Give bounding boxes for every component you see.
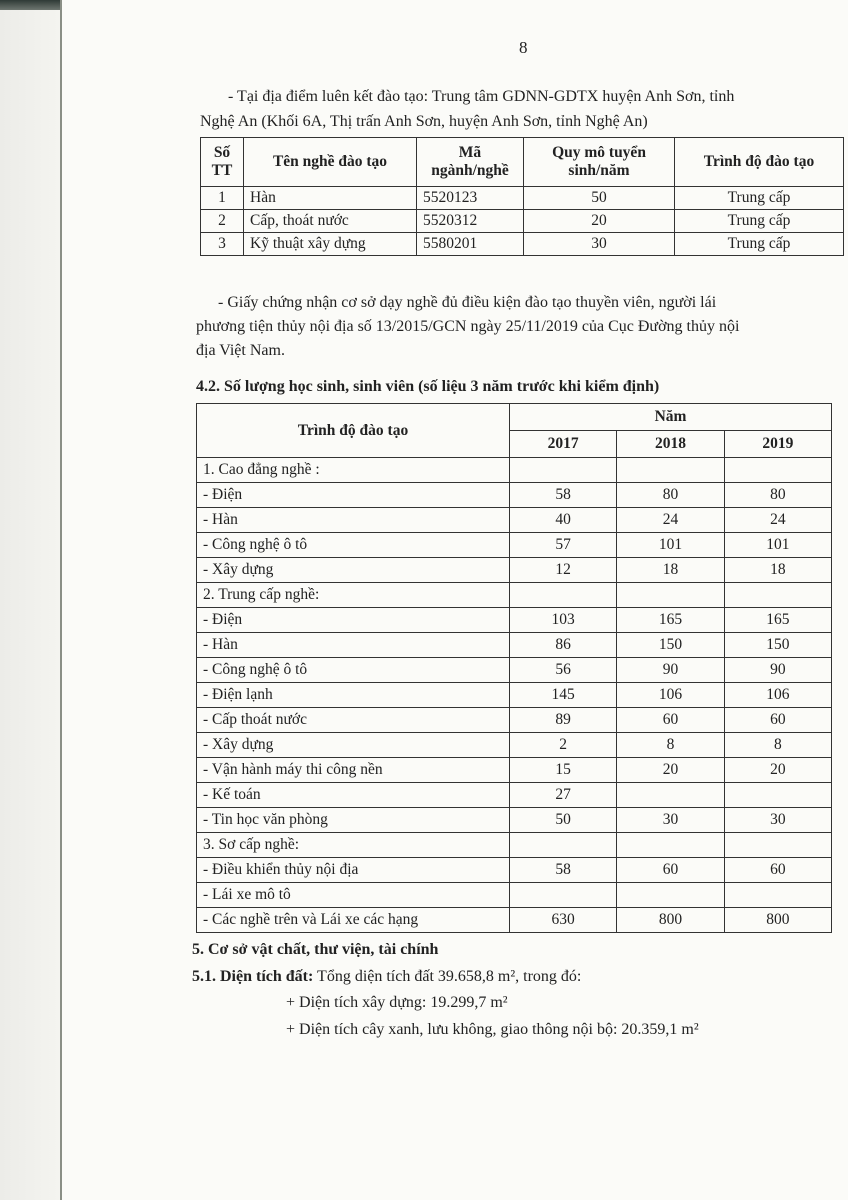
cell-2019: 150 — [724, 633, 831, 658]
cell-2018: 8 — [617, 733, 724, 758]
cell-2017: 103 — [510, 608, 617, 633]
cell-level: Trung cấp — [675, 210, 844, 233]
binding-margin — [0, 0, 60, 1200]
table-row — [197, 458, 832, 483]
cell-2018: 101 — [617, 533, 724, 558]
header-year-2017: 2017 — [510, 431, 617, 458]
cell-stt: 2 — [201, 210, 244, 233]
header-year-2019: 2019 — [724, 431, 831, 458]
cell-2018: 30 — [617, 808, 724, 833]
cell-2017: 58 — [510, 858, 617, 883]
cell-program: - Tin học văn phòng — [197, 808, 510, 833]
cell-2017: 2 — [510, 733, 617, 758]
section-5-1 — [192, 966, 581, 988]
cell-2018 — [617, 458, 724, 483]
cell-2017: 89 — [510, 708, 617, 733]
table-row — [201, 210, 844, 233]
cell-2018: 18 — [617, 558, 724, 583]
table-row — [197, 808, 832, 833]
cell-2019: 800 — [724, 908, 831, 933]
cell-2019: 30 — [724, 808, 831, 833]
cell-code: 5520312 — [417, 210, 524, 233]
certificate-line-3: địa Việt Nam. — [196, 342, 285, 359]
cell-2019 — [724, 583, 831, 608]
header-stt: Số TT — [201, 138, 244, 187]
table-row — [197, 908, 832, 933]
cell-2017: 145 — [510, 683, 617, 708]
table-header-row — [201, 138, 844, 187]
cell-enrollment: 50 — [524, 187, 675, 210]
cell-program: - Cấp thoát nước — [197, 708, 510, 733]
cell-program: - Điện — [197, 608, 510, 633]
cell-stt: 1 — [201, 187, 244, 210]
cell-2019: 20 — [724, 758, 831, 783]
cell-program-name: Cấp, thoát nước — [244, 210, 417, 233]
cell-2018: 90 — [617, 658, 724, 683]
cell-stt: 3 — [201, 233, 244, 256]
section-4-2-heading: 4.2. Số lượng học sinh, sinh viên (số liệu 3 năm trước khi kiểm định) — [196, 378, 660, 395]
table-row — [201, 233, 844, 256]
section-5-heading: 5. Cơ sở vật chất, thư viện, tài chính — [192, 941, 439, 958]
table-row — [197, 658, 832, 683]
cell-2017: 27 — [510, 783, 617, 808]
cell-program: - Hàn — [197, 633, 510, 658]
certificate-line-2: phương tiện thủy nội địa số 13/2015/GCN ngày 25/11/2019 của Cục Đường thủy nội — [196, 318, 740, 335]
table-row — [201, 187, 844, 210]
cell-2017: 15 — [510, 758, 617, 783]
cell-2019: 90 — [724, 658, 831, 683]
cell-program-name: Kỹ thuật xây dựng — [244, 233, 417, 256]
table-row — [197, 608, 832, 633]
cell-2018: 165 — [617, 608, 724, 633]
cell-2019: 165 — [724, 608, 831, 633]
cell-2019: 60 — [724, 708, 831, 733]
header-year: Năm — [510, 404, 832, 431]
cell-code: 5580201 — [417, 233, 524, 256]
cell-2017 — [510, 883, 617, 908]
header-level: Trình độ đào tạo — [675, 138, 844, 187]
cell-2017: 57 — [510, 533, 617, 558]
cell-program: - Hàn — [197, 508, 510, 533]
cell-2019: 8 — [724, 733, 831, 758]
cell-2017: 12 — [510, 558, 617, 583]
cell-2019: 80 — [724, 483, 831, 508]
table-row — [197, 633, 832, 658]
header-code: Mã ngành/nghề — [417, 138, 524, 187]
table-row — [197, 758, 832, 783]
cell-program: - Vận hành máy thi công nền — [197, 758, 510, 783]
header-program-name: Tên nghề đào tạo — [244, 138, 417, 187]
cell-2019 — [724, 883, 831, 908]
certificate-line-1: - Giấy chứng nhận cơ sở dạy nghề đủ điều kiện đào tạo thuyền viên, người lái — [218, 294, 717, 311]
page-number: 8 — [519, 38, 528, 57]
cell-program: - Công nghệ ô tô — [197, 533, 510, 558]
cell-2018 — [617, 833, 724, 858]
header-enrollment: Quy mô tuyển sinh/năm — [524, 138, 675, 187]
table-row — [197, 508, 832, 533]
cell-2019 — [724, 783, 831, 808]
table-row — [197, 583, 832, 608]
cell-2017 — [510, 833, 617, 858]
cell-2018: 800 — [617, 908, 724, 933]
cell-2017: 86 — [510, 633, 617, 658]
table-row — [197, 708, 832, 733]
cell-program: 3. Sơ cấp nghề: — [197, 833, 510, 858]
cell-2017: 56 — [510, 658, 617, 683]
area-item-green: + Diện tích cây xanh, lưu không, giao thông nội bộ: 20.359,1 m² — [286, 1021, 699, 1038]
cell-program: - Xây dựng — [197, 733, 510, 758]
cell-program: - Điện lạnh — [197, 683, 510, 708]
table-row — [197, 683, 832, 708]
area-item-built: + Diện tích xây dựng: 19.299,7 m² — [286, 994, 508, 1011]
cell-2018 — [617, 883, 724, 908]
cell-level: Trung cấp — [675, 187, 844, 210]
cell-2019: 101 — [724, 533, 831, 558]
cell-2017: 630 — [510, 908, 617, 933]
table-row — [197, 783, 832, 808]
cell-code: 5520123 — [417, 187, 524, 210]
header-year-2018: 2018 — [617, 431, 724, 458]
cell-program: - Kế toán — [197, 783, 510, 808]
cell-program: - Xây dựng — [197, 558, 510, 583]
cell-program: - Điều khiển thủy nội địa — [197, 858, 510, 883]
cell-2017: 50 — [510, 808, 617, 833]
cell-program: 1. Cao đẳng nghề : — [197, 458, 510, 483]
table-row — [197, 833, 832, 858]
table-header-row — [197, 404, 832, 431]
table-row — [197, 858, 832, 883]
cell-2019: 106 — [724, 683, 831, 708]
cell-enrollment: 30 — [524, 233, 675, 256]
cell-2017 — [510, 583, 617, 608]
cell-2019: 18 — [724, 558, 831, 583]
cell-2019: 60 — [724, 858, 831, 883]
header-level: Trình độ đào tạo — [197, 404, 510, 458]
cell-program-name: Hàn — [244, 187, 417, 210]
cell-2019 — [724, 833, 831, 858]
cell-2019 — [724, 458, 831, 483]
table-row — [197, 483, 832, 508]
section-5-1-text: Tổng diện tích đất 39.658,8 m², trong đó: — [313, 968, 582, 985]
cell-2018: 60 — [617, 858, 724, 883]
cell-2017: 58 — [510, 483, 617, 508]
cell-2017 — [510, 458, 617, 483]
table-row — [197, 558, 832, 583]
cell-2018: 106 — [617, 683, 724, 708]
cell-program: - Công nghệ ô tô — [197, 658, 510, 683]
cell-enrollment: 20 — [524, 210, 675, 233]
cell-program: 2. Trung cấp nghề: — [197, 583, 510, 608]
cell-2019: 24 — [724, 508, 831, 533]
training-programs-table — [200, 137, 844, 256]
cell-2018 — [617, 583, 724, 608]
cell-2018: 80 — [617, 483, 724, 508]
intro-line-1: - Tại địa điểm luên kết đào tạo: Trung tâm GDNN-GDTX huyện Anh Sơn, tỉnh — [228, 88, 735, 105]
cell-2018: 60 — [617, 708, 724, 733]
cell-program: - Các nghề trên và Lái xe các hạng — [197, 908, 510, 933]
section-5-1-label: 5.1. Diện tích đất: — [192, 968, 314, 985]
cell-2017: 40 — [510, 508, 617, 533]
cell-2018 — [617, 783, 724, 808]
cell-2018: 150 — [617, 633, 724, 658]
cell-program: - Điện — [197, 483, 510, 508]
student-count-table — [196, 403, 832, 933]
table-row — [197, 733, 832, 758]
table-row — [197, 533, 832, 558]
cell-2018: 24 — [617, 508, 724, 533]
cell-level: Trung cấp — [675, 233, 844, 256]
table-row — [197, 883, 832, 908]
cell-2018: 20 — [617, 758, 724, 783]
intro-line-2: Nghệ An (Khối 6A, Thị trấn Anh Sơn, huyện Anh Sơn, tỉnh Nghệ An) — [200, 113, 648, 130]
cell-program: - Lái xe mô tô — [197, 883, 510, 908]
